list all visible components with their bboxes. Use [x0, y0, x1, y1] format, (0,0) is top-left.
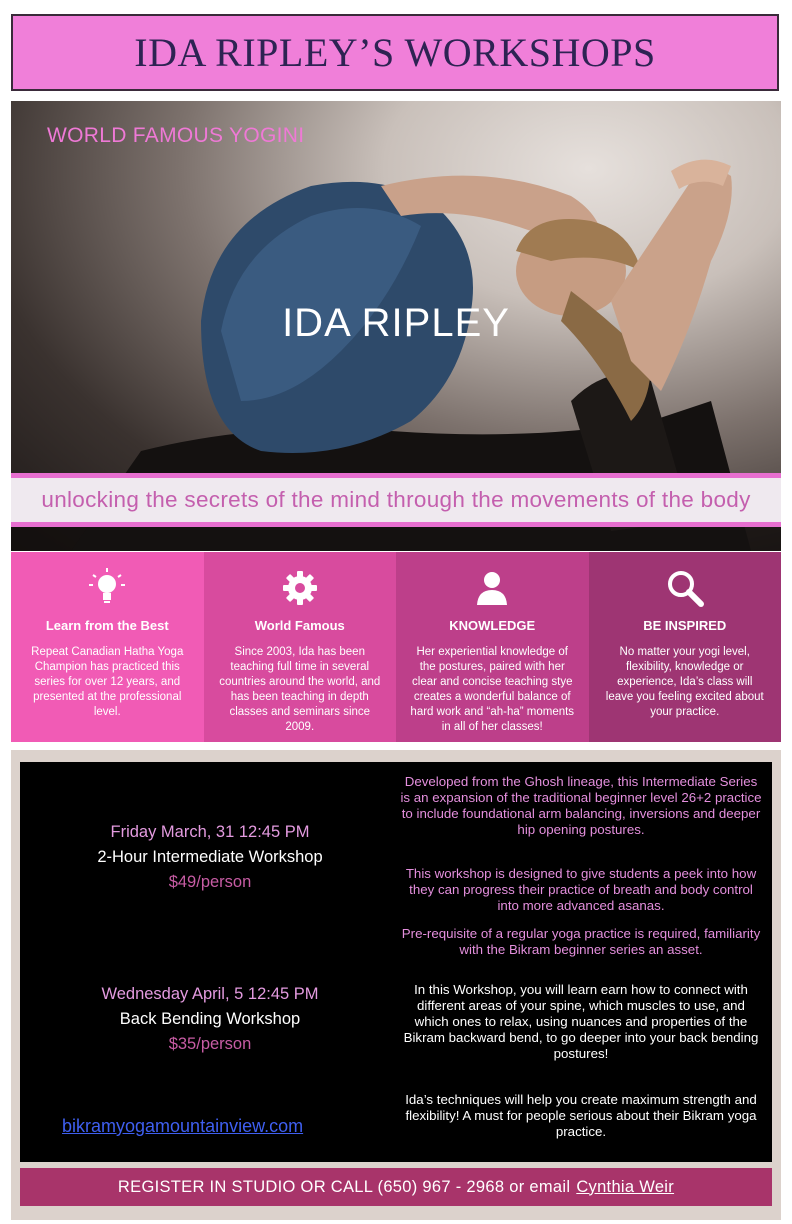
features-row	[11, 552, 781, 742]
website-link[interactable]: bikramyogamountainview.com	[62, 1116, 304, 1136]
gear-icon	[218, 558, 383, 618]
feature-title: BE INSPIRED	[643, 618, 727, 633]
backbend-description: In this Workshop, you will learn earn how to connect with different areas of your spine, which muscles to use, and which ones to relax, using nuances and properties of the Bikram backward bend, to go deeper into your back bending postures!	[403, 982, 759, 1061]
feature-knowledge	[396, 552, 589, 742]
event-date: Friday March, 31 12:45 PM	[110, 823, 310, 841]
hero-name: IDA RIPLEY	[282, 301, 510, 345]
event-date: Wednesday April, 5 12:45 PM	[101, 985, 319, 1003]
event-price: $35/person	[168, 1035, 252, 1053]
workshop-details	[20, 762, 772, 1162]
feature-title: World Famous	[254, 618, 345, 633]
tagline: unlocking the secrets of the mind through the movements of the body	[41, 487, 751, 512]
feature-text: No matter your yogi level, flexibility, knowledge or experience, Ida’s class will leave you feeling excited about your practice.	[605, 646, 764, 718]
feature-world-famous	[204, 552, 397, 742]
feature-learn	[11, 552, 204, 742]
workshop-panel	[11, 750, 781, 1220]
feature-inspired	[589, 552, 782, 742]
register-text: REGISTER IN STUDIO OR CALL (650) 967 - 2968 or email	[117, 1177, 571, 1196]
feature-title: KNOWLEDGE	[449, 618, 536, 633]
email-link[interactable]: Cynthia Weir	[576, 1177, 675, 1196]
feature-text: Repeat Canadian Hatha Yoga Champion has practiced this series for over 12 years, and presented at the professional level.	[31, 646, 184, 718]
backbend-description: Ida’s techniques will help you create maximum strength and flexibility! A must for people serious about their Bikram yoga practice.	[405, 1092, 757, 1139]
event-intermediate	[20, 820, 400, 895]
feature-text: Her experiential knowledge of the postures, paired with her clear and concise teaching stye creates a wonderful balance of hard work and “ah-ha” moments in all of her classes!	[410, 646, 575, 733]
lightbulb-icon	[25, 558, 190, 618]
event-name: Back Bending Workshop	[119, 1010, 301, 1028]
intermediate-description: Developed from the Ghosh lineage, this Intermediate Series is an expansion of the traditional beginner level 26+2 practice to include foundational arm balancing, inversions and deeper hip opening postures.	[400, 774, 762, 837]
feature-text: Since 2003, Ida has been teaching full time in several countries around the world, and has been teaching in depth classes and seminars since 2009.	[219, 646, 381, 733]
event-name: 2-Hour Intermediate Workshop	[97, 848, 323, 866]
tagline-band	[11, 473, 781, 527]
intermediate-description: This workshop is designed to give students a peek into how they can progress their practice of breath and body control into more advanced asanas.	[405, 866, 757, 913]
event-backbend	[20, 982, 400, 1057]
search-icon	[603, 558, 768, 618]
feature-title: Learn from the Best	[45, 618, 169, 633]
hero-photo	[11, 101, 781, 551]
person-icon	[410, 558, 575, 618]
page-title: IDA RIPLEY’S WORKSHOPS	[134, 30, 656, 75]
hero-subtitle: WORLD FAMOUS YOGINI	[47, 124, 305, 147]
intermediate-prerequisite: Pre-requisite of a regular yoga practice is required, familiarity with the Bikram beginner series an asset.	[401, 926, 761, 957]
register-bar	[20, 1168, 772, 1206]
title-bar	[11, 14, 779, 91]
event-price: $49/person	[168, 873, 252, 891]
